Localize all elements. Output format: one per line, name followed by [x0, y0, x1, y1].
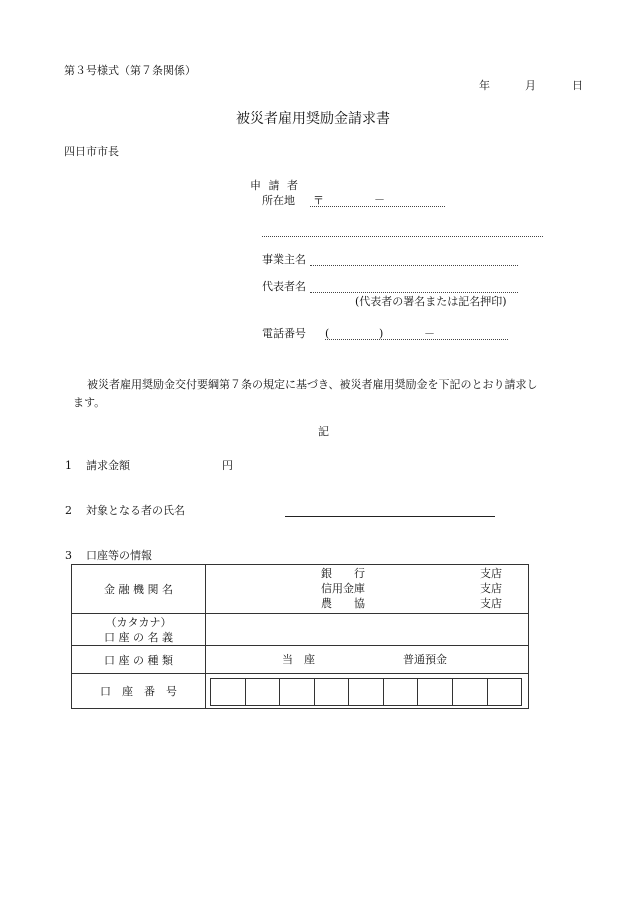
page-title: 被災者雇用奨励金請求書 — [236, 111, 390, 127]
bank-type-shinkin: 信用金庫 — [321, 582, 365, 595]
number-cell — [206, 674, 529, 709]
phone-open: ( — [325, 327, 330, 340]
bank-type-bank: 銀 行 — [321, 567, 365, 580]
item2-label: 対象となる者の氏名 — [86, 504, 185, 517]
branch-3: 支店 — [480, 597, 502, 610]
bank-label-cell — [72, 565, 206, 614]
digit-box-8[interactable] — [453, 679, 488, 705]
type-cell[interactable] — [206, 646, 529, 674]
digit-box-5[interactable] — [349, 679, 384, 705]
digit-box-1[interactable] — [211, 679, 246, 705]
ki-heading: 記 — [318, 425, 329, 438]
type-label-cell — [72, 646, 206, 674]
item3-number: 3 — [65, 549, 72, 562]
bank-cell[interactable] — [206, 565, 529, 614]
kana-label: （カタカナ） — [105, 615, 172, 629]
phone-label: 電話番号 — [262, 327, 306, 340]
type-label: 口 座 の 種 類 — [104, 653, 173, 667]
holder-label-cell — [72, 614, 206, 646]
rep-label: 代表者名 — [262, 280, 306, 293]
item1-label: 請求金額 — [86, 459, 130, 472]
item1-unit: 円 — [222, 459, 233, 472]
digit-box-7[interactable] — [418, 679, 453, 705]
date-month: 月 — [525, 79, 536, 92]
body-line-2: ます。 — [73, 396, 106, 409]
rep-note: (代表者の署名または記名押印) — [355, 295, 507, 308]
date-day: 日 — [572, 79, 583, 92]
phone-dash: － — [424, 327, 435, 340]
digit-box-2[interactable] — [246, 679, 281, 705]
number-label: 口 座 番 号 — [100, 685, 177, 698]
item3-label: 口座等の情報 — [86, 549, 152, 562]
addressee: 四日市市長 — [64, 145, 119, 158]
postal-mark: 〒 — [313, 194, 324, 207]
phone-close: ) — [379, 327, 384, 340]
item2-number: 2 — [65, 504, 72, 517]
bank-label: 金 融 機 関 名 — [104, 583, 173, 596]
date-year: 年 — [479, 79, 490, 92]
postal-dash: － — [374, 193, 385, 206]
number-label-cell — [72, 674, 206, 709]
branch-1: 支店 — [480, 567, 502, 580]
item1-number: 1 — [65, 459, 72, 472]
account-table — [71, 564, 529, 709]
address-line-2[interactable] — [262, 236, 543, 237]
bank-type-nokyo: 農 協 — [321, 597, 365, 610]
owner-label: 事業主名 — [262, 253, 306, 266]
body-line-1: 被災者雇用奨励金交付要綱第７条の規定に基づき、被災者雇用奨励金を下記のとおり請求し — [87, 378, 538, 391]
holder-label: 口 座 の 名 義 — [104, 630, 173, 644]
applicant-heading: 申 請 者 — [250, 179, 300, 192]
digit-box-4[interactable] — [315, 679, 350, 705]
digit-box-9[interactable] — [488, 679, 522, 705]
address-field[interactable] — [310, 206, 445, 207]
branch-2: 支店 — [480, 582, 502, 595]
phone-field[interactable] — [325, 339, 508, 340]
form-number: 第３号様式（第７条関係） — [64, 64, 196, 77]
digit-box-3[interactable] — [280, 679, 315, 705]
type-savings[interactable]: 普通預金 — [403, 653, 447, 666]
holder-cell[interactable] — [206, 614, 529, 646]
address-label: 所在地 — [262, 194, 295, 207]
rep-field[interactable] — [310, 292, 518, 293]
digit-box-6[interactable] — [384, 679, 419, 705]
name-field[interactable] — [285, 516, 495, 517]
type-current[interactable]: 当 座 — [282, 653, 315, 666]
owner-field[interactable] — [310, 265, 518, 266]
account-number-boxes — [210, 678, 522, 706]
